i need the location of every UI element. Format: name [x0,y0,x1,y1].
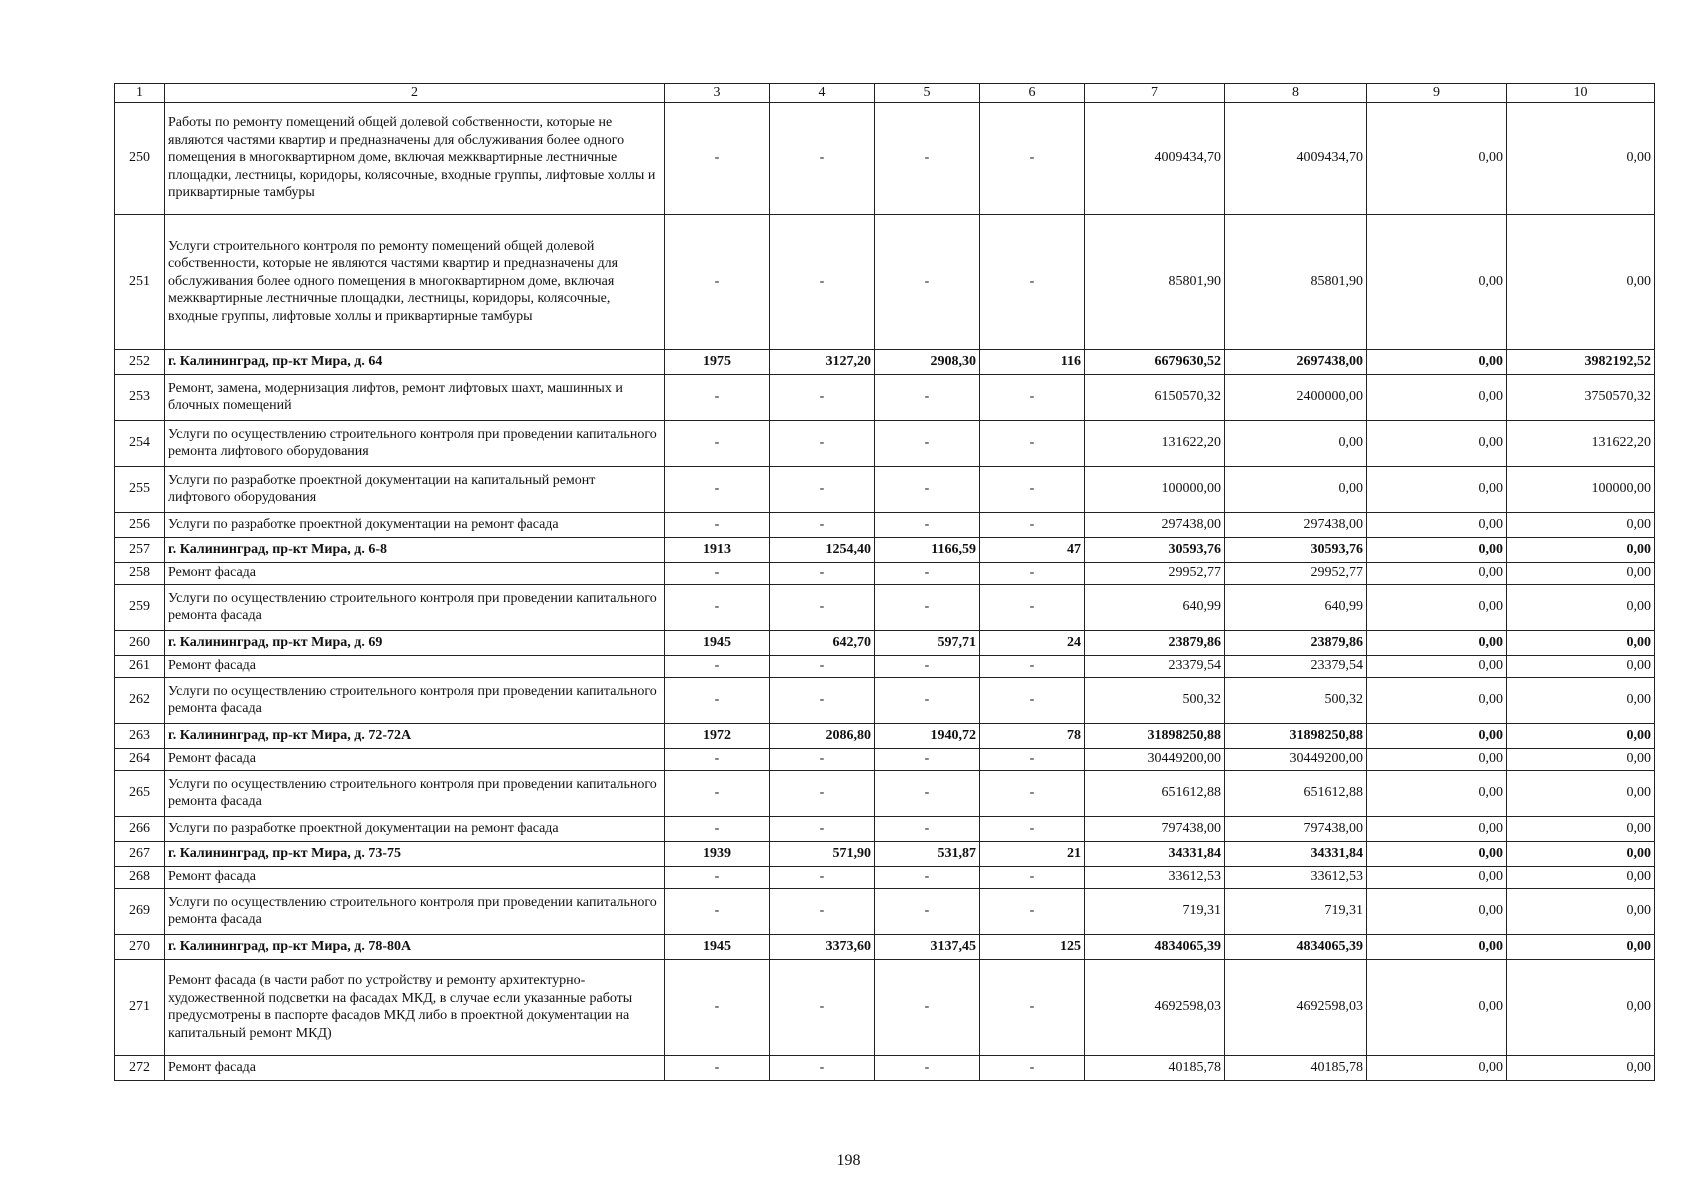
cell-col5: - [875,102,980,214]
cell-col10: 0,00 [1507,677,1655,723]
cell-col4: - [770,748,875,770]
cell-col6: - [980,102,1085,214]
table-row [115,888,1655,934]
cell-col5: 2908,30 [875,349,980,374]
cell-col5: - [875,959,980,1055]
cell-col5: - [875,748,980,770]
cell-col5: - [875,584,980,630]
row-number: 268 [115,866,165,888]
cell-col9: 0,00 [1367,537,1507,562]
row-number: 263 [115,723,165,748]
table-row [115,866,1655,888]
work-description: Услуги по осуществлению строительного контроля при проведении капитального ремонта фасада [165,888,665,934]
cell-col3: - [665,102,770,214]
cell-col9: 0,00 [1367,677,1507,723]
work-description: г. Калининград, пр-кт Мира, д. 6-8 [165,537,665,562]
cell-col9: 0,00 [1367,934,1507,959]
cell-col8: 85801,90 [1225,214,1367,349]
address-row [115,934,1655,959]
cell-col5: - [875,420,980,466]
row-number: 258 [115,562,165,584]
table-row [115,420,1655,466]
work-description: г. Калининград, пр-кт Мира, д. 69 [165,630,665,655]
cell-col5: 531,87 [875,841,980,866]
cell-col4: - [770,374,875,420]
cell-col4: - [770,584,875,630]
cell-col5: - [875,677,980,723]
cell-col4: 3127,20 [770,349,875,374]
table-row [115,584,1655,630]
cell-col9: 0,00 [1367,816,1507,841]
work-description: Ремонт фасада (в части работ по устройству и ремонту архитектурно-художественной подсветки на фасадах МКД, в случае если указанные работы предусмотрены в паспорте фасадов МКД либо в проектной документации на капитальный ремонт МКД) [165,959,665,1055]
column-number: 10 [1507,84,1655,103]
cell-col3: - [665,214,770,349]
table-body [115,84,1655,1081]
cell-col6: - [980,466,1085,512]
cell-col9: 0,00 [1367,466,1507,512]
work-description: Услуги по осуществлению строительного контроля при проведении капитального ремонта фасада [165,770,665,816]
cell-col6: - [980,374,1085,420]
row-number: 256 [115,512,165,537]
cell-col10: 0,00 [1507,1055,1655,1080]
work-description: Ремонт фасада [165,1055,665,1080]
row-number: 255 [115,466,165,512]
cell-col5: 597,71 [875,630,980,655]
column-number: 2 [165,84,665,103]
cell-col3: - [665,866,770,888]
cell-col10: 100000,00 [1507,466,1655,512]
cell-col3: - [665,816,770,841]
cell-col6: - [980,655,1085,677]
cell-col7: 85801,90 [1085,214,1225,349]
work-description: Ремонт, замена, модернизация лифтов, ремонт лифтовых шахт, машинных и блочных помещений [165,374,665,420]
cell-col3: 1972 [665,723,770,748]
cell-col8: 2697438,00 [1225,349,1367,374]
cell-col10: 0,00 [1507,841,1655,866]
table-row [115,677,1655,723]
cell-col7: 29952,77 [1085,562,1225,584]
cell-col9: 0,00 [1367,512,1507,537]
cell-col7: 500,32 [1085,677,1225,723]
column-number: 1 [115,84,165,103]
cell-col7: 640,99 [1085,584,1225,630]
cell-col6: 24 [980,630,1085,655]
cell-col6: - [980,562,1085,584]
cell-col3: - [665,584,770,630]
cell-col7: 40185,78 [1085,1055,1225,1080]
cell-col8: 719,31 [1225,888,1367,934]
cell-col7: 719,31 [1085,888,1225,934]
cell-col6: - [980,888,1085,934]
cell-col10: 0,00 [1507,934,1655,959]
cell-col5: - [875,816,980,841]
cell-col10: 3750570,32 [1507,374,1655,420]
cell-col9: 0,00 [1367,748,1507,770]
works-table [114,83,1655,1081]
cell-col7: 131622,20 [1085,420,1225,466]
row-number: 251 [115,214,165,349]
row-number: 261 [115,655,165,677]
cell-col10: 0,00 [1507,888,1655,934]
cell-col6: - [980,420,1085,466]
column-number: 4 [770,84,875,103]
row-number: 267 [115,841,165,866]
table-row [115,1055,1655,1080]
cell-col5: - [875,888,980,934]
work-description: Ремонт фасада [165,562,665,584]
cell-col8: 0,00 [1225,420,1367,466]
cell-col9: 0,00 [1367,214,1507,349]
cell-col4: - [770,102,875,214]
cell-col9: 0,00 [1367,770,1507,816]
cell-col7: 6679630,52 [1085,349,1225,374]
column-number: 9 [1367,84,1507,103]
cell-col5: - [875,866,980,888]
cell-col5: - [875,1055,980,1080]
cell-col10: 0,00 [1507,102,1655,214]
cell-col3: - [665,888,770,934]
cell-col5: - [875,512,980,537]
cell-col10: 0,00 [1507,630,1655,655]
cell-col7: 34331,84 [1085,841,1225,866]
cell-col4: - [770,562,875,584]
cell-col9: 0,00 [1367,374,1507,420]
address-row [115,537,1655,562]
cell-col8: 30449200,00 [1225,748,1367,770]
cell-col9: 0,00 [1367,723,1507,748]
cell-col3: - [665,466,770,512]
work-description: Услуги по разработке проектной документации на капитальный ремонт лифтового оборудования [165,466,665,512]
column-number: 6 [980,84,1085,103]
cell-col8: 33612,53 [1225,866,1367,888]
table-row [115,748,1655,770]
cell-col5: - [875,655,980,677]
cell-col6: - [980,959,1085,1055]
cell-col8: 29952,77 [1225,562,1367,584]
table-row [115,655,1655,677]
cell-col9: 0,00 [1367,630,1507,655]
column-number: 8 [1225,84,1367,103]
cell-col10: 0,00 [1507,655,1655,677]
cell-col10: 0,00 [1507,584,1655,630]
cell-col8: 4009434,70 [1225,102,1367,214]
cell-col3: - [665,959,770,1055]
page-number: 198 [836,1152,861,1169]
work-description: г. Калининград, пр-кт Мира, д. 78-80А [165,934,665,959]
cell-col4: - [770,466,875,512]
address-row [115,841,1655,866]
cell-col3: - [665,562,770,584]
cell-col4: 2086,80 [770,723,875,748]
cell-col6: - [980,584,1085,630]
cell-col3: 1939 [665,841,770,866]
address-row [115,630,1655,655]
cell-col5: - [875,562,980,584]
cell-col8: 2400000,00 [1225,374,1367,420]
work-description: Ремонт фасада [165,866,665,888]
cell-col9: 0,00 [1367,1055,1507,1080]
row-number: 270 [115,934,165,959]
cell-col8: 297438,00 [1225,512,1367,537]
address-row [115,349,1655,374]
cell-col10: 0,00 [1507,816,1655,841]
column-number: 5 [875,84,980,103]
cell-col10: 0,00 [1507,723,1655,748]
cell-col7: 651612,88 [1085,770,1225,816]
cell-col10: 0,00 [1507,866,1655,888]
cell-col6: - [980,214,1085,349]
table-row [115,959,1655,1055]
cell-col4: - [770,512,875,537]
cell-col6: - [980,816,1085,841]
cell-col7: 23379,54 [1085,655,1225,677]
cell-col7: 4834065,39 [1085,934,1225,959]
work-description: Услуги по осуществлению строительного контроля при проведении капитального ремонта фасада [165,677,665,723]
cell-col9: 0,00 [1367,102,1507,214]
cell-col9: 0,00 [1367,866,1507,888]
cell-col7: 4692598,03 [1085,959,1225,1055]
cell-col7: 31898250,88 [1085,723,1225,748]
cell-col4: - [770,420,875,466]
cell-col4: - [770,655,875,677]
work-description: Ремонт фасада [165,748,665,770]
address-row [115,723,1655,748]
work-description: Услуги по осуществлению строительного контроля при проведении капитального ремонта фасада [165,584,665,630]
cell-col8: 34331,84 [1225,841,1367,866]
row-number: 265 [115,770,165,816]
cell-col6: 78 [980,723,1085,748]
work-description: Работы по ремонту помещений общей долевой собственности, которые не являются частями квартир и предназначены для обслуживания более одного помещения в многоквартирном доме, включая межквартирные лестничные площадки, лестницы, коридоры, колясочные, входные группы, лифтовые холлы и приквартирные тамбуры [165,102,665,214]
cell-col7: 4009434,70 [1085,102,1225,214]
column-number-row [115,84,1655,103]
cell-col7: 23879,86 [1085,630,1225,655]
work-description: Услуги по осуществлению строительного контроля при проведении капитального ремонта лифтового оборудования [165,420,665,466]
cell-col9: 0,00 [1367,959,1507,1055]
cell-col6: 21 [980,841,1085,866]
cell-col10: 0,00 [1507,512,1655,537]
cell-col8: 23379,54 [1225,655,1367,677]
cell-col6: - [980,512,1085,537]
work-description: г. Калининград, пр-кт Мира, д. 72-72А [165,723,665,748]
row-number: 254 [115,420,165,466]
cell-col9: 0,00 [1367,841,1507,866]
cell-col8: 40185,78 [1225,1055,1367,1080]
cell-col7: 33612,53 [1085,866,1225,888]
row-number: 269 [115,888,165,934]
table-row [115,102,1655,214]
cell-col4: 3373,60 [770,934,875,959]
table-row [115,816,1655,841]
document-sheet [114,83,1654,1081]
cell-col3: 1975 [665,349,770,374]
row-number: 250 [115,102,165,214]
row-number: 262 [115,677,165,723]
cell-col4: - [770,770,875,816]
cell-col3: - [665,512,770,537]
cell-col8: 640,99 [1225,584,1367,630]
cell-col3: 1913 [665,537,770,562]
cell-col10: 3982192,52 [1507,349,1655,374]
cell-col6: - [980,748,1085,770]
row-number: 271 [115,959,165,1055]
cell-col9: 0,00 [1367,562,1507,584]
cell-col6: - [980,1055,1085,1080]
cell-col4: - [770,866,875,888]
cell-col5: - [875,214,980,349]
cell-col6: 47 [980,537,1085,562]
cell-col7: 30449200,00 [1085,748,1225,770]
row-number: 260 [115,630,165,655]
cell-col8: 0,00 [1225,466,1367,512]
table-row [115,562,1655,584]
cell-col3: - [665,677,770,723]
cell-col10: 0,00 [1507,770,1655,816]
table-row [115,770,1655,816]
cell-col7: 6150570,32 [1085,374,1225,420]
cell-col5: 1940,72 [875,723,980,748]
row-number: 252 [115,349,165,374]
cell-col4: 642,70 [770,630,875,655]
cell-col9: 0,00 [1367,888,1507,934]
cell-col4: - [770,888,875,934]
cell-col5: - [875,374,980,420]
cell-col7: 797438,00 [1085,816,1225,841]
row-number: 259 [115,584,165,630]
cell-col8: 651612,88 [1225,770,1367,816]
column-number: 7 [1085,84,1225,103]
cell-col8: 23879,86 [1225,630,1367,655]
work-description: г. Калининград, пр-кт Мира, д. 73-75 [165,841,665,866]
row-number: 266 [115,816,165,841]
cell-col7: 297438,00 [1085,512,1225,537]
cell-col8: 31898250,88 [1225,723,1367,748]
cell-col6: - [980,866,1085,888]
row-number: 253 [115,374,165,420]
cell-col3: - [665,1055,770,1080]
cell-col4: - [770,1055,875,1080]
cell-col8: 4834065,39 [1225,934,1367,959]
cell-col5: 1166,59 [875,537,980,562]
cell-col9: 0,00 [1367,420,1507,466]
cell-col4: - [770,214,875,349]
cell-col3: - [665,748,770,770]
table-row [115,214,1655,349]
cell-col3: 1945 [665,934,770,959]
work-description: г. Калининград, пр-кт Мира, д. 64 [165,349,665,374]
table-row [115,512,1655,537]
cell-col7: 30593,76 [1085,537,1225,562]
cell-col3: - [665,770,770,816]
cell-col4: - [770,959,875,1055]
cell-col6: 116 [980,349,1085,374]
cell-col3: - [665,420,770,466]
cell-col4: - [770,677,875,723]
cell-col9: 0,00 [1367,584,1507,630]
cell-col8: 4692598,03 [1225,959,1367,1055]
cell-col10: 131622,20 [1507,420,1655,466]
row-number: 264 [115,748,165,770]
cell-col5: 3137,45 [875,934,980,959]
work-description: Ремонт фасада [165,655,665,677]
cell-col3: 1945 [665,630,770,655]
cell-col6: - [980,677,1085,723]
work-description: Услуги по разработке проектной документации на ремонт фасада [165,816,665,841]
cell-col8: 500,32 [1225,677,1367,723]
cell-col3: - [665,655,770,677]
cell-col5: - [875,770,980,816]
cell-col8: 797438,00 [1225,816,1367,841]
table-row [115,466,1655,512]
cell-col10: 0,00 [1507,562,1655,584]
cell-col9: 0,00 [1367,655,1507,677]
cell-col4: 571,90 [770,841,875,866]
cell-col6: 125 [980,934,1085,959]
cell-col7: 100000,00 [1085,466,1225,512]
table-row [115,374,1655,420]
work-description: Услуги по разработке проектной документации на ремонт фасада [165,512,665,537]
row-number: 272 [115,1055,165,1080]
work-description: Услуги строительного контроля по ремонту помещений общей долевой собственности, которые не являются частями квартир и предназначены для обслуживания более одного помещения в многоквартирном доме, включая межквартирные лестничные площадки, лестницы, коридоры, колясочные, входные группы, лифтовые холлы и приквартирные тамбуры [165,214,665,349]
cell-col9: 0,00 [1367,349,1507,374]
cell-col6: - [980,770,1085,816]
row-number: 257 [115,537,165,562]
cell-col4: 1254,40 [770,537,875,562]
cell-col10: 0,00 [1507,748,1655,770]
cell-col10: 0,00 [1507,214,1655,349]
cell-col10: 0,00 [1507,959,1655,1055]
cell-col10: 0,00 [1507,537,1655,562]
cell-col4: - [770,816,875,841]
cell-col8: 30593,76 [1225,537,1367,562]
cell-col5: - [875,466,980,512]
column-number: 3 [665,84,770,103]
cell-col3: - [665,374,770,420]
